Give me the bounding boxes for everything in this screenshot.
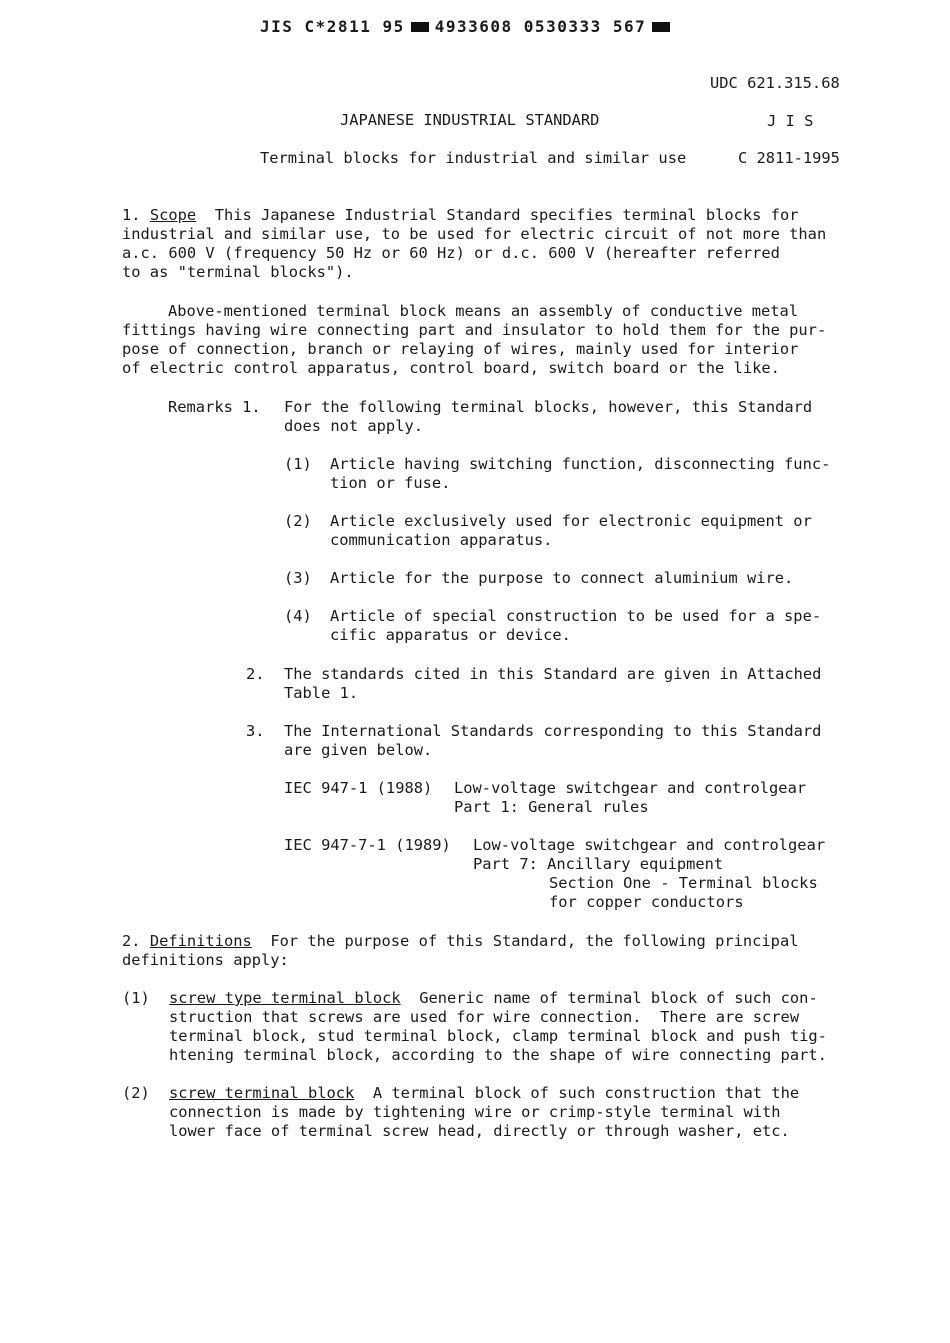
remark-item-line: Article exclusively used for electronic equipment or [330, 512, 812, 530]
iec-title-line: Low-voltage switchgear and controlgear [454, 779, 807, 797]
remark-item-line: Article of special construction to be used for a spe- [330, 607, 822, 625]
remark-item-line: tion or fuse. [330, 474, 451, 492]
definition-text-line: lower face of terminal screw head, directly or through washer, etc. [169, 1122, 790, 1140]
definition-number: (2) [122, 1084, 150, 1102]
definitions-text-line: definitions apply: [122, 951, 289, 969]
remark-text-line: The standards cited in this Standard are given in Attached [284, 665, 822, 683]
remark-item-number: (2) [284, 512, 312, 530]
iec-title-line: Section One - Terminal blocks [549, 874, 818, 892]
document-header [260, 17, 676, 36]
definition-term: screw terminal block [169, 1084, 355, 1102]
definitions-first-line [122, 932, 798, 951]
definition-text-line: terminal block, stud terminal block, clamp terminal block and push tig- [169, 1027, 827, 1045]
definition-text-line: htening terminal block, according to the shape of wire connecting part. [169, 1046, 827, 1064]
barcode-block-icon [652, 22, 670, 32]
scope-text-line: to as "terminal blocks"). [122, 263, 354, 281]
standard-number: C 2811-1995 [738, 149, 840, 167]
remark-item-number: (3) [284, 569, 312, 587]
header-code: JIS C*2811 95 [260, 17, 405, 36]
remark-item-line: cific apparatus or device. [330, 626, 571, 644]
remark-number: 3. [246, 722, 265, 740]
remarks-label: Remarks 1. [168, 398, 261, 416]
iec-title-line: Part 1: General rules [454, 798, 649, 816]
remark-text-line: Table 1. [284, 684, 359, 702]
scope-para2-line: Above-mentioned terminal block means an assembly of conductive metal [168, 302, 799, 320]
scope-text-line: a.c. 600 V (frequency 50 Hz or 60 Hz) or d.c. 600 V (hereafter referred [122, 244, 780, 262]
remark-item-line: Article having switching function, disconnecting func- [330, 455, 831, 473]
section-heading-definitions: Definitions [149, 932, 252, 950]
standard-title: JAPANESE INDUSTRIAL STANDARD [340, 111, 600, 129]
section-heading-scope: Scope [149, 206, 197, 224]
definition-first-line [169, 1084, 799, 1103]
remark-text-line: The International Standards corresponding to this Standard [284, 722, 822, 740]
definition-first-line [169, 989, 818, 1008]
definition-text: A terminal block of such construction that the [372, 1084, 800, 1102]
definition-text: Generic name of terminal block of such con- [419, 989, 818, 1007]
section-number: 1. [122, 206, 141, 224]
iec-code: IEC 947-7-1 (1989) [284, 836, 451, 854]
remark-item-number: (1) [284, 455, 312, 473]
barcode-block-icon [411, 22, 429, 32]
udc-code: UDC 621.315.68 [710, 74, 840, 92]
document-subtitle: Terminal blocks for industrial and similar use [260, 149, 687, 167]
scope-para2-line: pose of connection, branch or relaying of wires, mainly used for interior [122, 340, 799, 358]
remark-number: 2. [246, 665, 265, 683]
jis-mark: J I S [767, 112, 814, 130]
definitions-text-line: For the purpose of this Standard, the following principal [270, 932, 799, 950]
iec-title-line: Part 7: Ancillary equipment [473, 855, 724, 873]
remark-text-line: are given below. [284, 741, 433, 759]
definition-term: screw type terminal block [169, 989, 401, 1007]
remark-item-line: Article for the purpose to connect aluminium wire. [330, 569, 794, 587]
scope-para2-line: of electric control apparatus, control board, switch board or the like. [122, 359, 780, 377]
iec-title-line: Low-voltage switchgear and controlgear [473, 836, 826, 854]
scope-first-line [122, 206, 798, 225]
remark-item-line: communication apparatus. [330, 531, 553, 549]
iec-title-line: for copper conductors [549, 893, 744, 911]
scope-text-line: industrial and similar use, to be used for electric circuit of not more than [122, 225, 827, 243]
section-number: 2. [122, 932, 141, 950]
remark-item-number: (4) [284, 607, 312, 625]
scope-text-line: This Japanese Industrial Standard specifies terminal blocks for [214, 206, 799, 224]
definition-text-line: struction that screws are used for wire connection. There are screw [169, 1008, 800, 1026]
iec-code: IEC 947-1 (1988) [284, 779, 433, 797]
header-number: 4933608 0530333 567 [434, 17, 647, 36]
definition-number: (1) [122, 989, 150, 1007]
definition-text-line: connection is made by tightening wire or crimp-style terminal with [169, 1103, 781, 1121]
scope-para2-line: fittings having wire connecting part and insulator to hold them for the pur- [122, 321, 827, 339]
remark-text-line: For the following terminal blocks, however, this Standard [284, 398, 813, 416]
remark-text-line: does not apply. [284, 417, 423, 435]
